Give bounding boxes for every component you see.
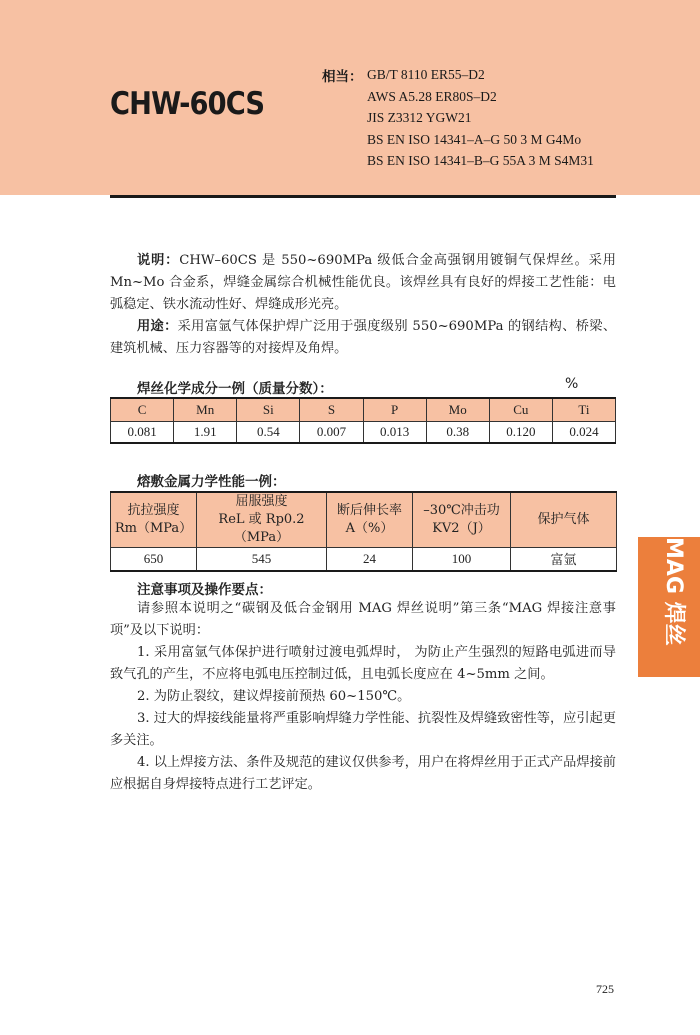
table-row	[111, 548, 617, 571]
section-side-tab-label: MAG 焊丝	[661, 537, 686, 646]
header-divider	[110, 195, 616, 198]
table-cell: 0.081	[111, 421, 174, 443]
usage-label: 用途：	[137, 319, 178, 334]
table-cell: 100	[413, 548, 511, 571]
table-header-cell: 保护气体	[511, 492, 617, 548]
table-header-cell: 断后伸长率 A（%）	[327, 492, 413, 548]
table-cell: 0.007	[300, 421, 363, 443]
product-title: CHW-60CS	[110, 86, 265, 122]
notes-item: 3. 过大的焊接线能量将严重影响焊缝力学性能、抗裂性及焊缝致密性等，应引起更多关注。	[110, 711, 616, 748]
table-header-cell: C	[111, 398, 174, 421]
table-header-row	[111, 398, 616, 421]
table-header-cell: Si	[237, 398, 300, 421]
table-header-cell: Ti	[552, 398, 615, 421]
table-header-cell: –30℃冲击功 KV2（J）	[413, 492, 511, 548]
equivalent-standard: GB/T 8110 ER55–D2	[367, 67, 485, 82]
description-text: CHW–60CS 是 550~690MPa 级低合金高强钢用镀铜气保焊丝。采用 Mn~Mo 合金系，焊缝金属综合机械性能优良。该焊丝具有良好的焊接工艺性能：电弧稳定、铁水流动性好、焊缝成形光亮。	[110, 253, 616, 312]
usage-paragraph	[110, 316, 616, 360]
notes-item: 2. 为防止裂纹，建议焊接前预热 60~150℃。	[137, 689, 411, 704]
notes-section	[110, 598, 616, 796]
table-cell: 650	[111, 548, 197, 571]
table-header-cell: S	[300, 398, 363, 421]
table-cell: 0.38	[426, 421, 489, 443]
table-header-cell: P	[363, 398, 426, 421]
chemical-unit: %	[565, 376, 579, 392]
equivalent-standard: JIS Z3312 YGW21	[367, 110, 472, 125]
equivalent-standard: BS EN ISO 14341–A–G 50 3 M G4Mo	[367, 131, 582, 147]
table-header-row	[111, 492, 617, 548]
table-cell: 富氩	[511, 548, 617, 571]
table-cell: 24	[327, 548, 413, 571]
equivalent-label: 相当：	[322, 69, 363, 85]
usage-text: 采用富氩气体保护焊广泛用于强度级别 550~690MPa 的钢结构、桥梁、建筑机械、压力容器等的对接焊及角焊。	[110, 319, 617, 356]
notes-item: 1. 采用富氩气体保护进行喷射过渡电弧焊时， 为防止产生强烈的短路电弧进而导致气孔的产生，不应将电弧电压控制过低，且电弧长度应在 4~5mm 之间。	[110, 645, 616, 682]
notes-intro: 请参照本说明之“碳钢及低合金钢用 MAG 焊丝说明”第三条“MAG 焊接注意事项”及以下说明：	[110, 601, 616, 638]
mechanical-properties-table	[110, 491, 617, 572]
table-header-cell: Cu	[489, 398, 552, 421]
table-header-cell: Mn	[174, 398, 237, 421]
chemical-title: 焊丝化学成分一例（质量分数）：	[137, 381, 333, 397]
notes-title: 注意事项及操作要点：	[137, 582, 272, 598]
table-row	[111, 421, 616, 443]
table-header-cell: 屈服强度 ReL 或 Rp0.2（MPa）	[197, 492, 327, 548]
mechanical-title: 熔敷金属力学性能一例：	[137, 474, 286, 490]
chemical-composition-table	[110, 397, 616, 444]
table-cell: 0.120	[489, 421, 552, 443]
table-cell: 0.024	[552, 421, 615, 443]
table-cell: 0.54	[237, 421, 300, 443]
equivalent-standards-list	[367, 64, 594, 172]
description-section	[110, 250, 616, 360]
table-cell: 0.013	[363, 421, 426, 443]
table-cell: 545	[197, 548, 327, 571]
equivalent-standard: AWS A5.28 ER80S–D2	[367, 88, 497, 104]
table-cell: 1.91	[174, 421, 237, 443]
notes-item: 4. 以上焊接方法、条件及规范的建议仅供参考，用户在将焊丝用于正式产品焊接前应根据自身焊接特点进行工艺评定。	[110, 755, 616, 792]
description-paragraph	[110, 250, 616, 316]
page-number: 725	[596, 982, 614, 996]
table-header-cell: 抗拉强度 Rm（MPa）	[111, 492, 197, 548]
description-label: 说明：	[137, 253, 180, 268]
table-header-cell: Mo	[426, 398, 489, 421]
equivalent-standard: BS EN ISO 14341–B–G 55A 3 M S4M31	[367, 153, 594, 168]
header-band	[0, 0, 700, 195]
